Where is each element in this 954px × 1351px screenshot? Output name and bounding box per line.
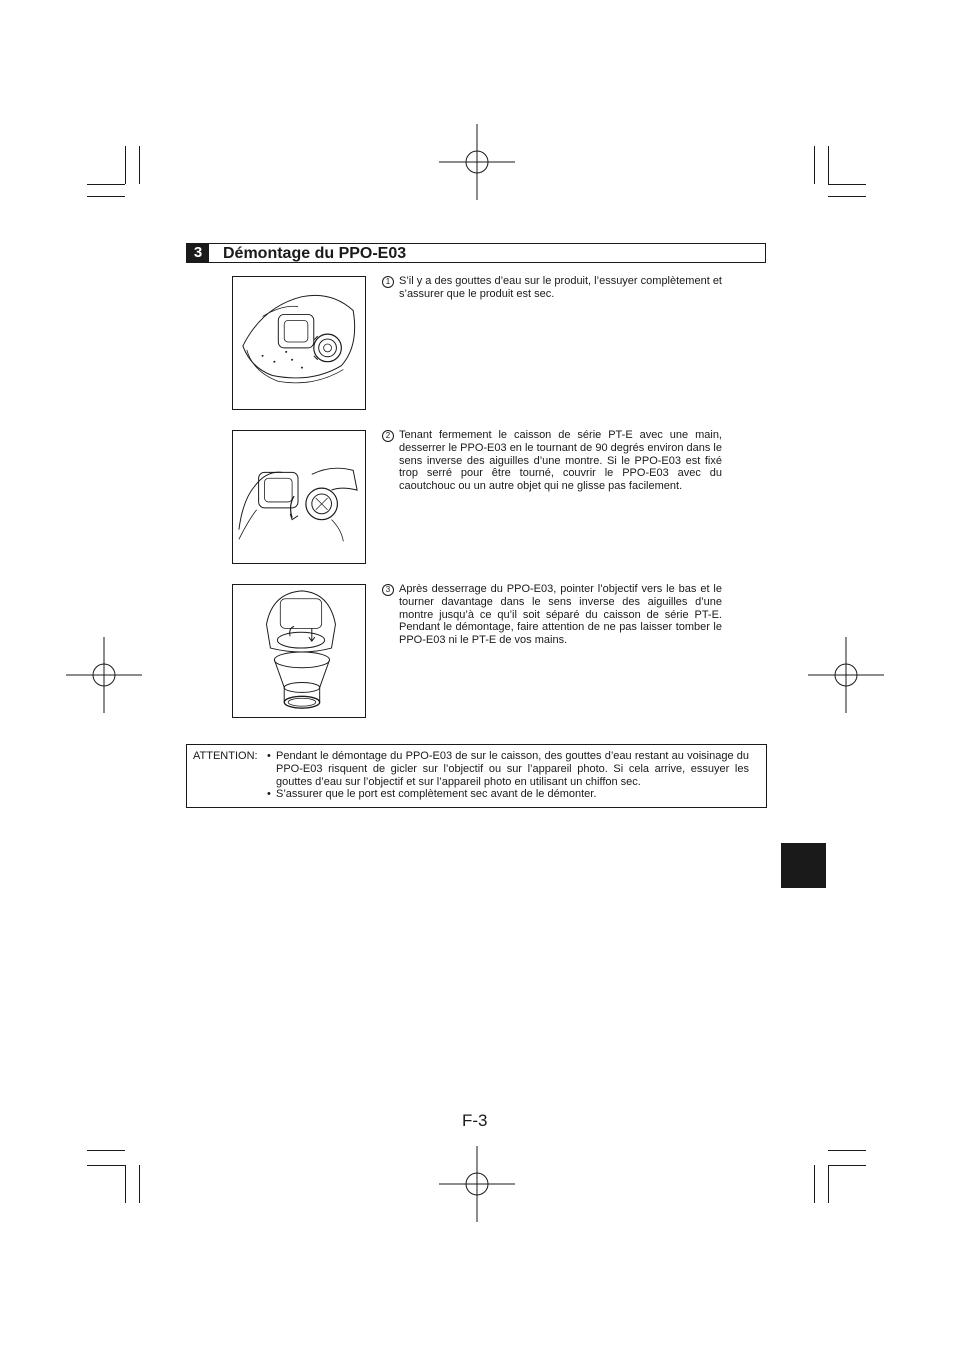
step-1-text: S’il y a des gouttes d’eau sur le produit, l’essuyer complètement et s’assurer que le produit est sec. — [399, 275, 722, 300]
step-3-marker: 3 — [382, 583, 396, 596]
page-number: F-3 — [462, 1111, 488, 1130]
step-1-marker: 1 — [382, 275, 396, 288]
bullet-marker: • — [267, 788, 271, 800]
attention-bullet-2-text: S’assurer que le port est complètement sec avant de le démonter. — [276, 788, 597, 800]
step-3 — [382, 583, 722, 647]
registration-mark-right — [808, 637, 884, 713]
wiping-cloth-illustration — [233, 277, 365, 409]
bullet-marker: • — [267, 750, 271, 762]
step-2 — [382, 429, 722, 493]
language-tab-marker — [781, 843, 826, 888]
registration-mark-bottom — [439, 1146, 515, 1222]
section-number: 3 — [187, 244, 209, 262]
figure-rotating-port — [232, 430, 366, 564]
step-3-text: Après desserrage du PPO-E03, pointer l’objectif vers le bas et le tourner davantage dans le sens inverse des aiguilles d’une montre jusqu’à ce qu’il soit séparé du caisson de série PT-E. Pendant le démontage, faire attention de ne pas laisser tomber le PPO-E03 ni le PT-E de vos mains. — [399, 583, 722, 647]
step-1 — [382, 275, 722, 301]
step-2-text: Tenant fermement le caisson de série PT-E avec une main, desserrer le PPO-E03 en le tournant de 90 degrés environ dans le sens inverse des aiguilles d’une montre. Si le PPO-E03 est fixé trop serré pour être tourné, couvrir le PPO-E03 avec du caoutchouc ou un autre objet qui ne glisse pas facilement. — [399, 429, 722, 493]
figure-wiping-housing — [232, 276, 366, 410]
attention-bullet-2 — [267, 788, 749, 801]
attention-bullet-1 — [267, 750, 749, 788]
registration-mark-left — [66, 637, 142, 713]
rotating-port-illustration — [233, 431, 365, 563]
separating-port-illustration — [233, 585, 365, 717]
step-2-marker: 2 — [382, 429, 396, 442]
attention-bullet-1-text: Pendant le démontage du PPO-E03 de sur le caisson, des gouttes d’eau restant au voisinage du PPO-E03 risquent de gicler sur l’objectif ou sur l’appareil photo. Si cela arrive, essuyer les gouttes d’eau sur l’objectif et sur l’appareil photo en utilisant un chiffon sec. — [276, 750, 749, 788]
section-title: Démontage du PPO-E03 — [223, 245, 407, 262]
section-header — [186, 243, 766, 263]
attention-box — [186, 744, 767, 808]
attention-label: ATTENTION: — [193, 750, 258, 762]
registration-mark-top — [439, 124, 515, 200]
figure-separating-port — [232, 584, 366, 718]
